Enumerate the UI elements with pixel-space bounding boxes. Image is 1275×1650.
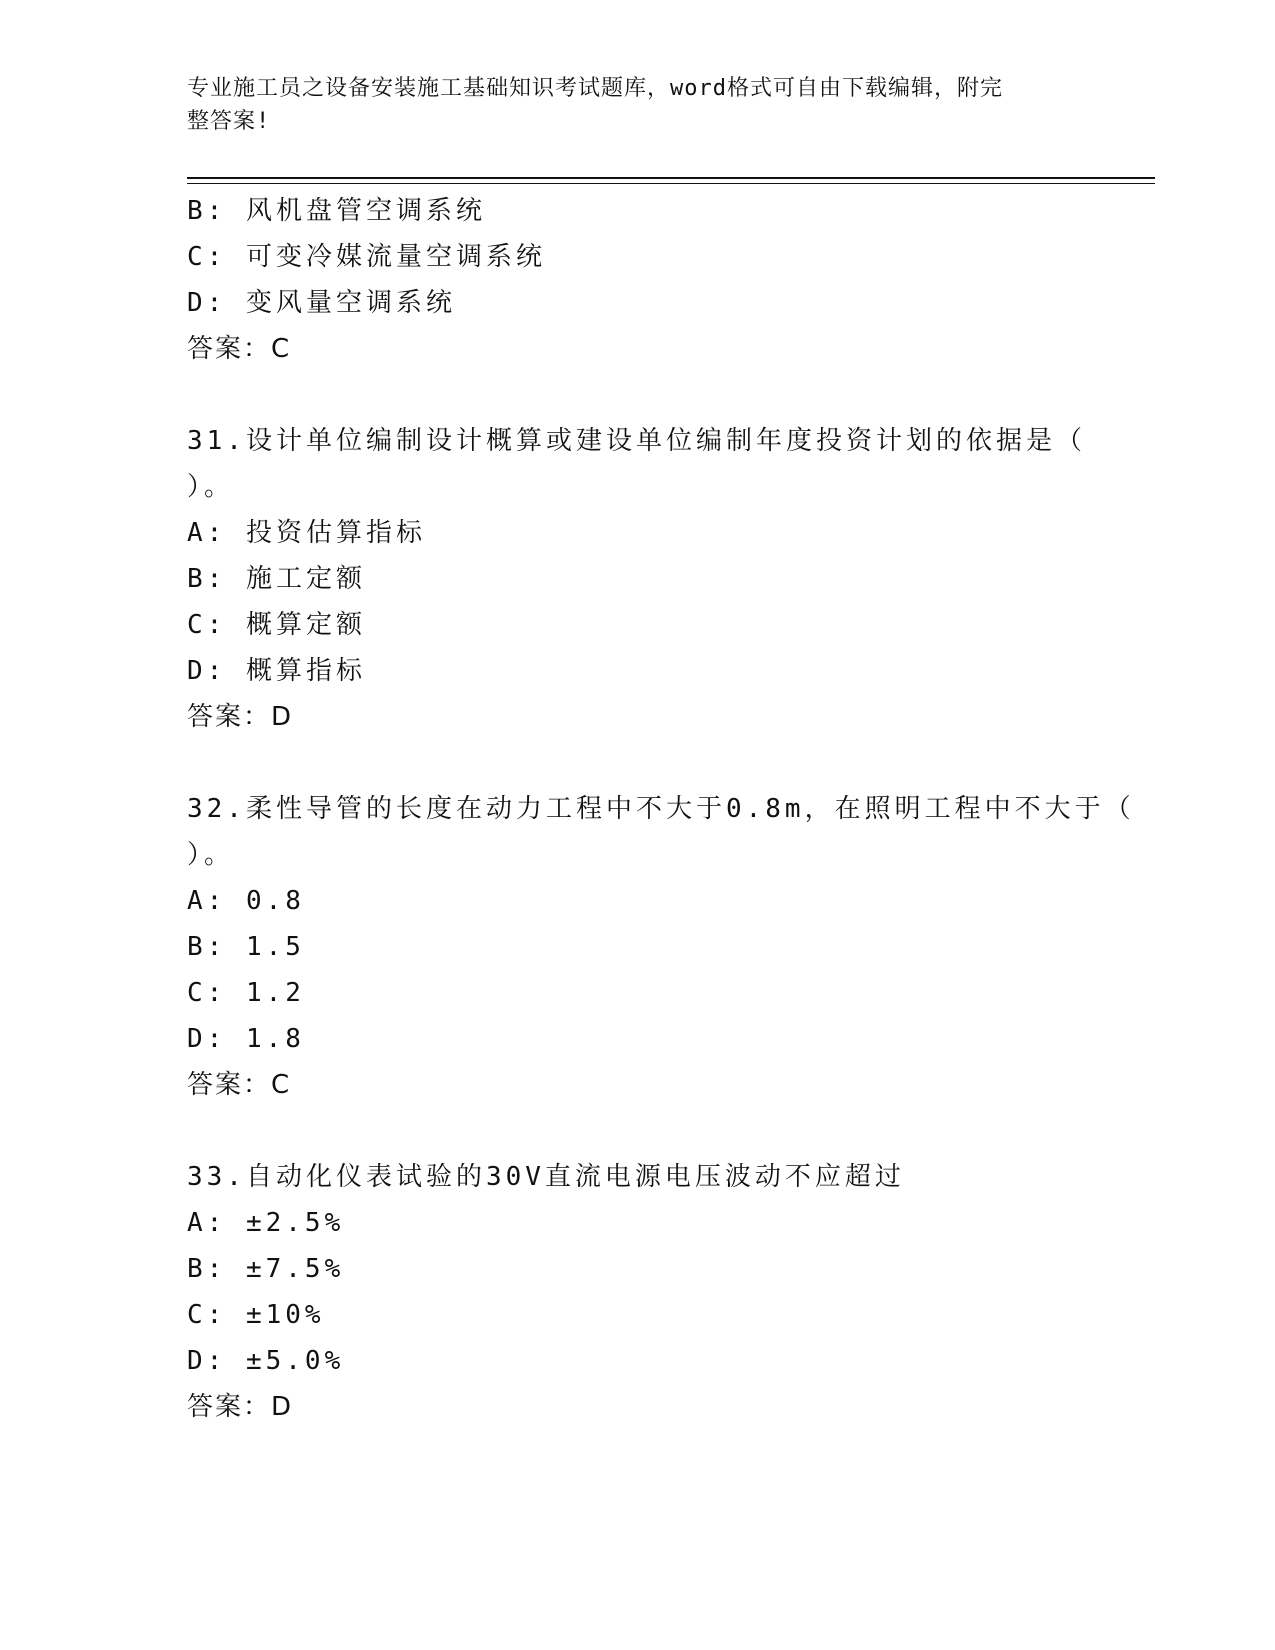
- option-c: C: ±10%: [187, 1300, 325, 1330]
- option-c: C: 可变冷媒流量空调系统: [187, 242, 546, 272]
- header-rule-thick: [187, 177, 1155, 179]
- header-line-1: 专业施工员之设备安装施工基础知识考试题库，word格式可自由下载编辑，附完: [187, 76, 1003, 101]
- option-b: B: 1.5: [187, 932, 305, 962]
- option-c: C: 概算定额: [187, 610, 366, 640]
- question-block-33: [187, 1154, 1087, 1430]
- question-text-line-1: 31.设计单位编制设计概算或建设单位编制年度投资计划的依据是（: [187, 426, 1086, 456]
- answer-line: 答案：D: [187, 1392, 294, 1422]
- question-list: [187, 188, 1135, 1430]
- option-b: B: ±7.5%: [187, 1254, 345, 1284]
- question-block-30: [187, 188, 1087, 372]
- option-d: D: 变风量空调系统: [187, 288, 456, 318]
- answer-line: 答案：D: [187, 702, 294, 732]
- option-d: D: 1.8: [187, 1024, 305, 1054]
- option-d: D: 概算指标: [187, 656, 366, 686]
- header-rule-thin: [187, 183, 1155, 184]
- question-text-line-1: 33.自动化仪表试验的30V直流电源电压波动不应超过: [187, 1162, 905, 1192]
- question-block-32: [187, 786, 1135, 1108]
- question-text-line-2: ）。: [187, 472, 235, 502]
- document-header: [187, 72, 1067, 138]
- option-a: A: 0.8: [187, 886, 305, 916]
- question-block-31: [187, 418, 1087, 740]
- header-line-2: 整答案!: [187, 109, 271, 134]
- question-text-line-1: 32.柔性导管的长度在动力工程中不大于0.8m，在照明工程中不大于（: [187, 794, 1135, 824]
- answer-line: 答案：C: [187, 1070, 292, 1100]
- option-d: D: ±5.0%: [187, 1346, 345, 1376]
- option-a: A: ±2.5%: [187, 1208, 345, 1238]
- option-b: B: 风机盘管空调系统: [187, 196, 486, 226]
- option-b: B: 施工定额: [187, 564, 366, 594]
- option-a: A: 投资估算指标: [187, 518, 426, 548]
- question-text-line-2: ）。: [187, 840, 235, 870]
- option-c: C: 1.2: [187, 978, 305, 1008]
- answer-line: 答案：C: [187, 334, 292, 364]
